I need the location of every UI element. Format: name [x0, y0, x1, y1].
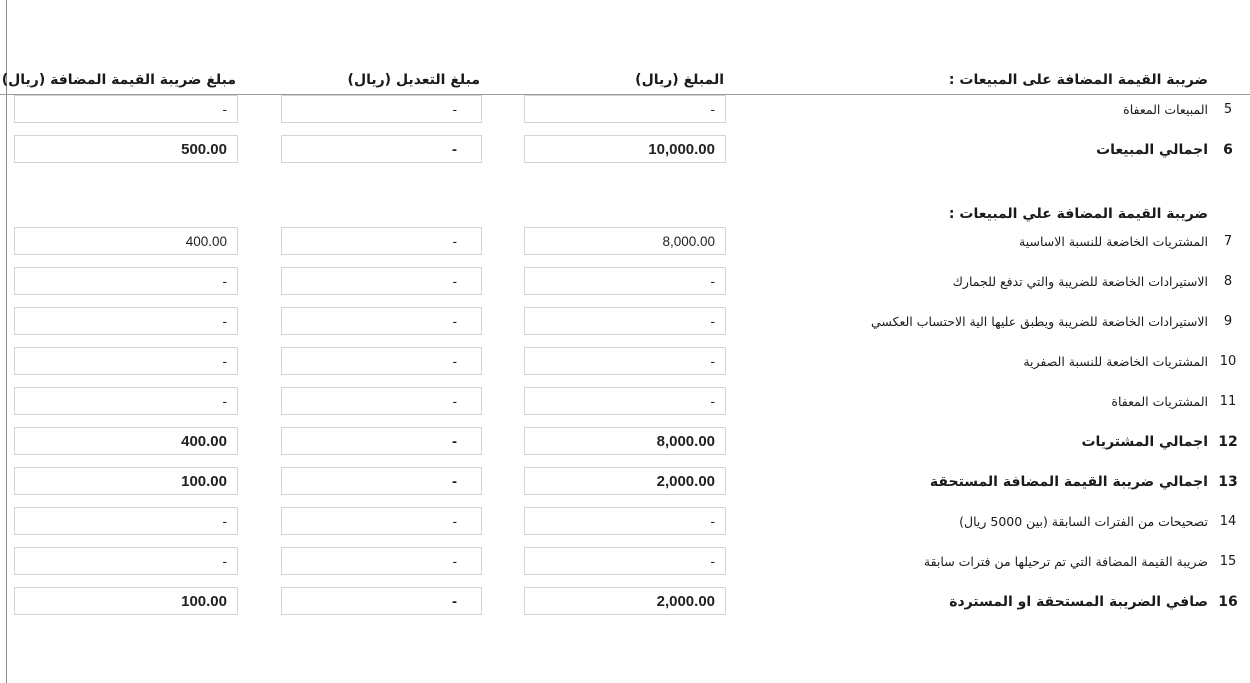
amount-field[interactable]: 2,000.00	[524, 587, 726, 615]
adjustment-field[interactable]: -	[281, 507, 482, 535]
table-row	[0, 347, 1250, 377]
amount-field[interactable]: 8,000.00	[524, 427, 726, 455]
vat-amount-field[interactable]: -	[14, 507, 238, 535]
table-row	[0, 507, 1250, 537]
row-label: صافي الضريبة المستحقة او المستردة	[949, 594, 1208, 610]
adjustment-field[interactable]: -	[281, 267, 482, 295]
table-row	[0, 227, 1250, 257]
column-header-adjustment: مبلغ التعديل (ريال)	[347, 72, 480, 88]
section-title-sales: ضريبة القيمة المضافة على المبيعات :	[948, 72, 1208, 88]
amount-field[interactable]: 8,000.00	[524, 227, 726, 255]
row-number: 5	[1223, 102, 1233, 117]
adjustment-field[interactable]: -	[281, 587, 482, 615]
vat-amount-field[interactable]: 100.00	[14, 587, 238, 615]
row-label: اجمالي المشتريات	[1081, 434, 1208, 450]
amount-field[interactable]: -	[524, 307, 726, 335]
vat-amount-field[interactable]: 400.00	[14, 227, 238, 255]
row-label: ضريبة القيمة المضافة التي تم ترحيلها من فترات سابقة	[923, 554, 1208, 569]
vat-amount-field[interactable]: 500.00	[14, 135, 238, 163]
table-row-total	[0, 427, 1250, 457]
amount-field[interactable]: -	[524, 387, 726, 415]
adjustment-field[interactable]: -	[281, 307, 482, 335]
adjustment-field[interactable]: -	[281, 135, 482, 163]
amount-field[interactable]: 2,000.00	[524, 467, 726, 495]
row-number: 11	[1219, 394, 1237, 409]
vat-amount-field[interactable]: 100.00	[14, 467, 238, 495]
table-row-total	[0, 587, 1250, 617]
row-number: 13	[1218, 474, 1238, 490]
row-label: تصحيحات من الفترات السابقة (بين 5000 ريال)	[959, 514, 1208, 529]
row-number: 8	[1223, 274, 1233, 289]
row-label: المشتريات الخاضعة للنسبة الصفرية	[1023, 354, 1208, 369]
column-header-vat-amount: مبلغ ضريبة القيمة المضافة (ريال)	[1, 72, 236, 88]
adjustment-field[interactable]: -	[281, 427, 482, 455]
table-row-total	[0, 467, 1250, 497]
table-row	[0, 387, 1250, 417]
row-number: 10	[1219, 354, 1237, 369]
row-label: اجمالي المبيعات	[1096, 142, 1208, 158]
adjustment-field[interactable]: -	[281, 347, 482, 375]
vat-amount-field[interactable]: -	[14, 547, 238, 575]
row-label: اجمالي ضريبة القيمة المضافة المستحقة	[929, 474, 1208, 490]
vat-amount-field[interactable]: 400.00	[14, 427, 238, 455]
vat-amount-field[interactable]: -	[14, 267, 238, 295]
amount-field[interactable]: -	[524, 95, 726, 123]
table-row-total	[0, 135, 1250, 165]
adjustment-field[interactable]: -	[281, 387, 482, 415]
row-label: المبيعات المعفاة	[1123, 102, 1208, 117]
amount-field[interactable]: 10,000.00	[524, 135, 726, 163]
row-label: الاستيرادات الخاضعة للضريبة والتي تدفع للجمارك	[952, 274, 1208, 289]
amount-field[interactable]: -	[524, 267, 726, 295]
row-number: 15	[1219, 554, 1237, 569]
table-row	[0, 95, 1250, 125]
vat-amount-field[interactable]: -	[14, 347, 238, 375]
amount-field[interactable]: -	[524, 347, 726, 375]
row-number: 6	[1223, 142, 1233, 158]
amount-field[interactable]: -	[524, 507, 726, 535]
column-header-amount: المبلغ (ريال)	[635, 72, 724, 88]
table-row	[0, 307, 1250, 337]
table-row	[0, 547, 1250, 577]
row-number: 12	[1218, 434, 1238, 450]
row-label: المشتريات الخاضعة للنسبة الاساسية	[1019, 234, 1208, 249]
section-title-purchases: ضريبة القيمة المضافة علي المبيعات :	[948, 206, 1208, 222]
row-number: 9	[1223, 314, 1233, 329]
adjustment-field[interactable]: -	[281, 547, 482, 575]
row-number: 16	[1218, 594, 1238, 610]
table-row	[0, 267, 1250, 297]
vat-amount-field[interactable]: -	[14, 307, 238, 335]
row-label: الاستيرادات الخاضعة للضريبة ويطبق عليها الية الاحتساب العكسي	[870, 314, 1208, 329]
amount-field[interactable]: -	[524, 547, 726, 575]
row-number: 7	[1223, 234, 1233, 249]
vat-amount-field[interactable]: -	[14, 387, 238, 415]
vat-amount-field[interactable]: -	[14, 95, 238, 123]
adjustment-field[interactable]: -	[281, 227, 482, 255]
adjustment-field[interactable]: -	[281, 95, 482, 123]
adjustment-field[interactable]: -	[281, 467, 482, 495]
row-label: المشتريات المعفاة	[1111, 394, 1208, 409]
row-number: 14	[1219, 514, 1237, 529]
